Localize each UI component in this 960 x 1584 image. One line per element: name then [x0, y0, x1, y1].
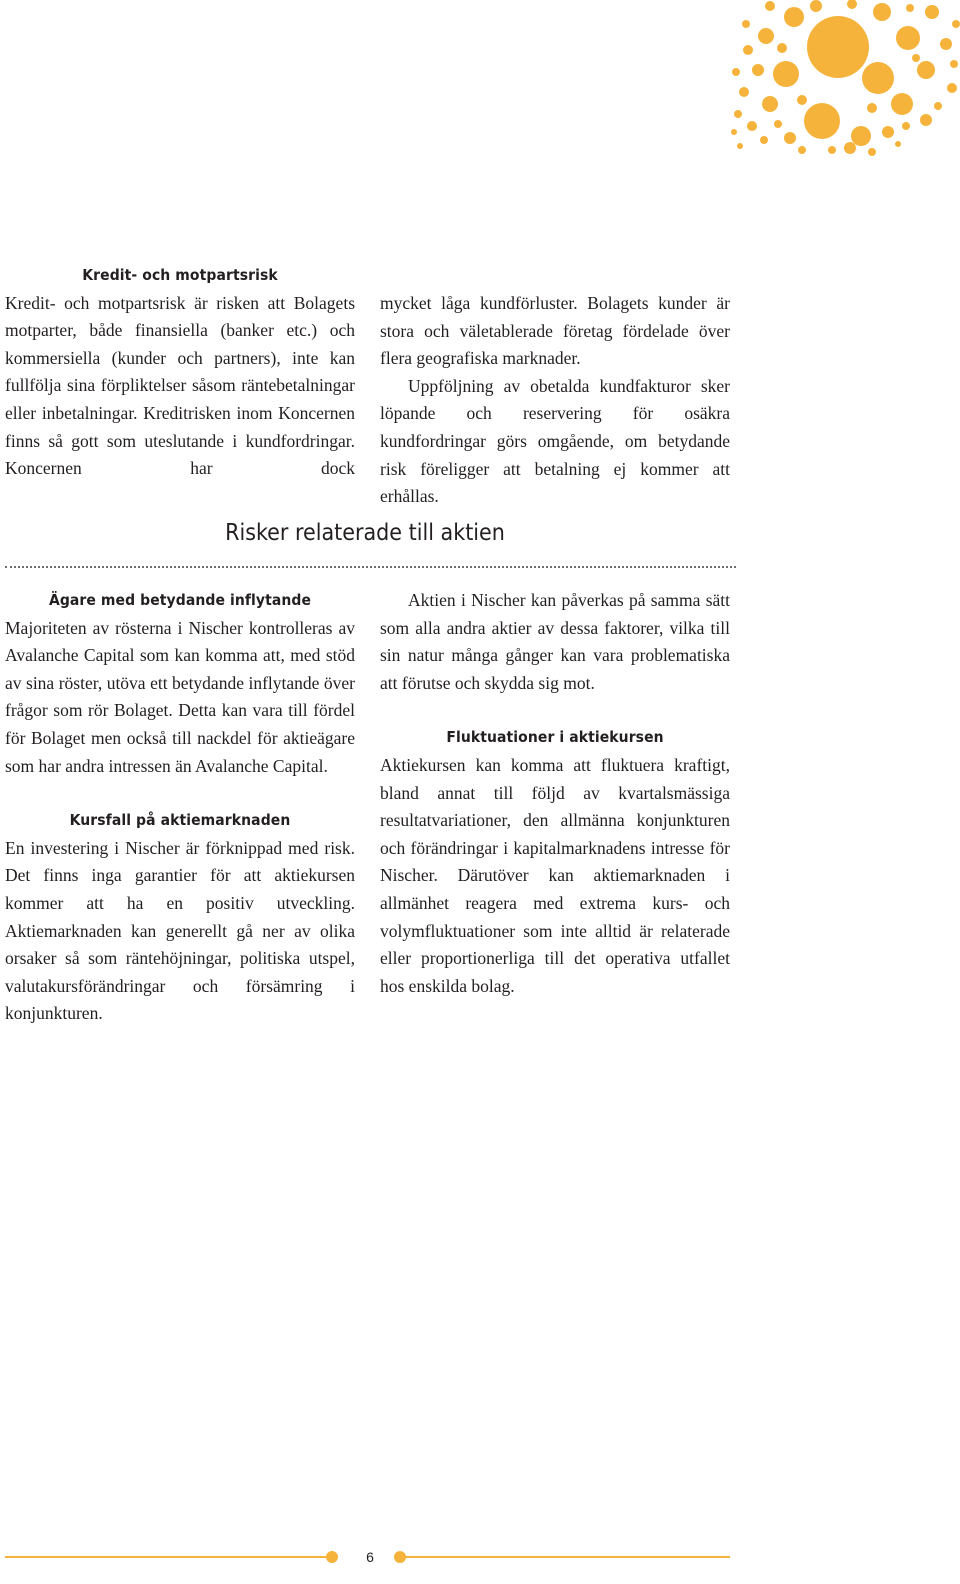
top-right-column: [380, 290, 730, 511]
footer-line-right: [400, 1556, 730, 1558]
lower-right-column: [380, 587, 730, 1000]
lower-left-column: [5, 587, 355, 1028]
page-number: 6: [366, 1549, 374, 1565]
owner-influence-heading: Ägare med betydande inflytande: [48, 591, 312, 609]
market-fall-heading: Kursfall på aktiemarknaden: [69, 811, 291, 830]
credit-risk-paragraph: Kredit- och motpartsrisk är risken att Bolagets motparter, både finansiella (banker etc.) och kommersiella (kunder och partners), inte kan fullfölja sina förpliktelser såsom räntebetalningar eller inbetalningar. Kreditrisken inom Koncernen finns så gott som uteslutande i kundfordringar. Koncernen har dock: [5, 292, 355, 479]
price-fluctuation-paragraph: Aktiekursen kan komma att fluktuera kraftigt, bland annat till följd av kvartalsmässiga resultatvariationer, den allmänna konjunkturen och förändringar i kapitalmarknadens intresse för Nischer. Därutöver kan aktiemarknaden i allmänhet reagera med extrema kurs- och volymfluktuationer som inte alltid är relaterade eller proportionerliga till det operativa utfallet hos enskilda bolag.: [380, 754, 730, 996]
price-fluctuation-heading: Fluktuationer i aktiekursen: [446, 728, 664, 747]
footer-dot-left: [326, 1551, 338, 1563]
credit-risk-continued-paragraph: mycket låga kundförluster. Bolagets kunder är stora och väletablerade företag fördelade över flera geografiska marknader.: [380, 293, 730, 369]
credit-risk-heading: Kredit- och motpartsrisk: [82, 266, 278, 284]
owner-influence-paragraph: Majoriteten av rösterna i Nischer kontrolleras av Avalanche Capital som kan komma att, med stöd av sina röster, utöva ett betydande inflytande över frågor som rör Bolaget. Detta kan vara till fördel för Bolaget men också till nackdel för aktieägare som har andra intressen än Avalanche Capital.: [5, 617, 355, 776]
market-fall-paragraph: En investering i Nischer är förknippad med risk. Det finns inga garantier för att aktiekursen kommer att ha en positiv utveckling. Aktiemarknaden kan generellt gå ner av olika orsaker så som räntehöjningar, politiska utspel, valutakursförändringar och försämring i konjunkturen.: [5, 837, 355, 1024]
sun-dots-decoration: [730, 0, 960, 160]
invoice-followup-paragraph: Uppföljning av obetalda kundfakturor sker löpande och reservering för osäkra kundfordringar görs omgående, om betydande risk föreligger att betalning ej kommer att erhållas.: [380, 375, 730, 507]
section-title: Risker relaterade till aktien: [225, 520, 505, 546]
top-left-column: [5, 262, 355, 483]
footer-line-left: [5, 1556, 331, 1558]
dotted-divider: [5, 566, 736, 568]
share-factors-paragraph: Aktien i Nischer kan påverkas på samma sätt som alla andra aktier av dessa faktorer, vilka till sin natur många gånger kan vara problematiska att förutse och skydda sig mot.: [380, 590, 730, 693]
